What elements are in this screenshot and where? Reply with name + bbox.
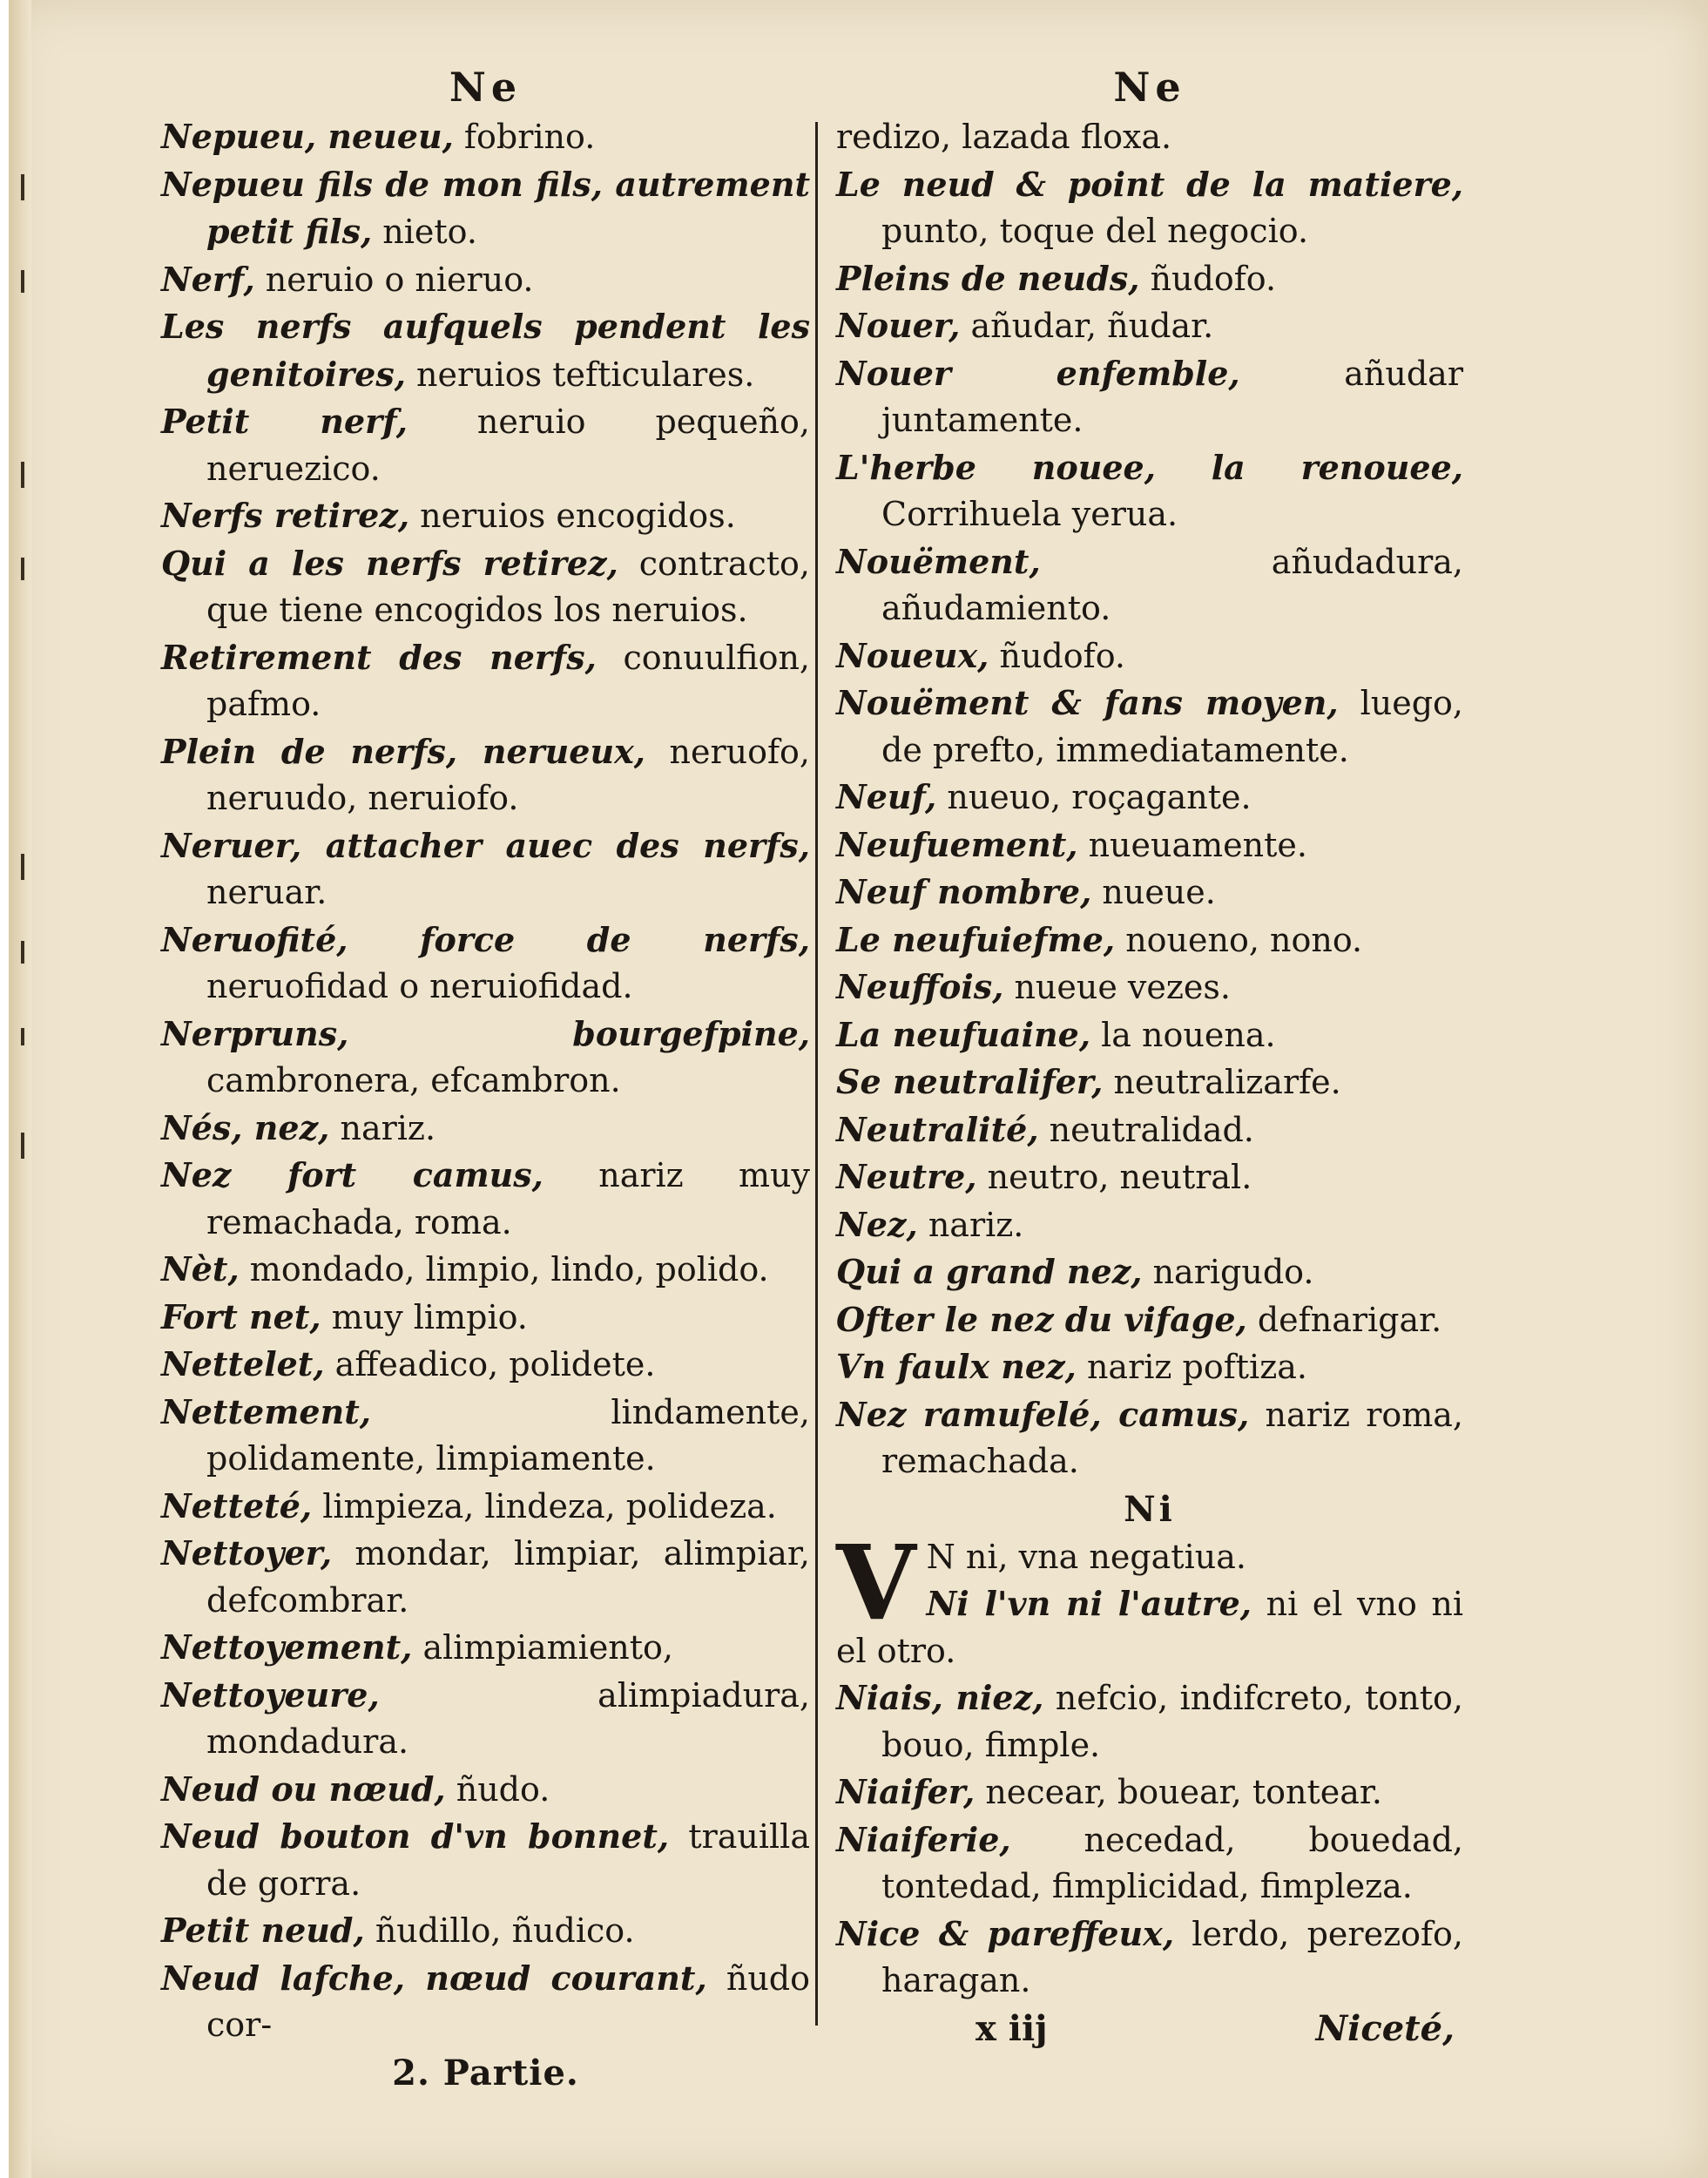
margin-mark <box>21 1133 24 1159</box>
entry-headword: Niaiferie, <box>836 1819 1011 1859</box>
dictionary-entry <box>161 303 810 398</box>
right-running-head: Ne <box>1113 64 1186 111</box>
dictionary-entry <box>836 161 1463 255</box>
dictionary-entry <box>836 822 1463 869</box>
entry-translation: neruio o nieruo. <box>254 260 534 299</box>
entry-headword: Nepueu, neueu, <box>161 117 454 156</box>
dictionary-entry <box>161 492 810 540</box>
entry-headword: Neufuement, <box>836 824 1078 864</box>
entry-headword: Nettoyeure, <box>161 1674 380 1715</box>
entry-translation: neruofo, neruudo, neruiofo. <box>206 732 810 817</box>
entry-headword: Nerfs retirez, <box>161 496 410 535</box>
dictionary-entry <box>161 398 810 492</box>
entry-headword: Nouer enfemble, <box>836 353 1240 393</box>
entry-translation: nieto. <box>372 213 477 251</box>
entry-headword: Niais, niez, <box>836 1678 1044 1717</box>
dictionary-entry <box>836 632 1463 680</box>
margin-mark <box>21 174 24 200</box>
entry-translation: limpieza, lindeza, polideza. <box>312 1486 777 1525</box>
right-footer <box>836 2005 1463 2053</box>
entry-headword: Neuffois, <box>836 967 1004 1006</box>
entry-translation: nueuo, roçagante. <box>936 778 1252 816</box>
entry-translation: alimpiamiento, <box>412 1628 674 1667</box>
entry-translation: redizo, lazada floxa. <box>836 118 1172 156</box>
dictionary-entry <box>161 161 810 256</box>
entry-headword: Nettoyement, <box>161 1627 413 1667</box>
entry-translation: nueue. <box>1091 873 1216 911</box>
dictionary-entry <box>836 113 1463 161</box>
entry-translation: nariz muy remachada, roma. <box>206 1156 810 1241</box>
entry-headword: Neruofité, force de nerfs, <box>161 919 810 959</box>
dictionary-entry <box>836 774 1463 822</box>
dictionary-entry <box>836 1296 1463 1344</box>
dictionary-entry <box>161 1955 810 2049</box>
right-column <box>836 61 1463 2053</box>
entry-translation: la nouena. <box>1090 1015 1276 1054</box>
dictionary-entry <box>161 1813 810 1907</box>
entry-translation: mondado, limpio, lindo, polido. <box>239 1250 769 1289</box>
entry-headword: Neruer, attacher auec des nerfs, <box>161 825 810 865</box>
margin-mark <box>21 854 24 880</box>
entry-headword: Noueux, <box>836 635 989 675</box>
entry-translation: affeadico, polidete. <box>324 1345 656 1383</box>
entry-translation: añudar juntamente. <box>881 354 1463 439</box>
dictionary-entry <box>836 1248 1463 1296</box>
entry-headword: Ofter le nez du vifage, <box>836 1299 1247 1339</box>
entry-headword: Neutre, <box>836 1157 977 1196</box>
margin-mark <box>21 558 24 580</box>
entry-headword: Niaifer, <box>836 1772 976 1811</box>
ni-second-headword: Ni l'vn ni l'autre, <box>926 1584 1252 1623</box>
dictionary-entry <box>161 728 810 822</box>
column-rule <box>815 122 818 2026</box>
entry-headword: Qui a les nerfs retirez, <box>161 543 618 583</box>
entry-headword: Nouer, <box>836 306 961 345</box>
dictionary-entry <box>836 1343 1463 1391</box>
dictionary-entry <box>161 634 810 728</box>
margin-mark <box>21 941 24 964</box>
entry-headword: Petit neud, <box>161 1911 365 1950</box>
entry-translation: narigudo. <box>1142 1253 1314 1291</box>
dictionary-entry <box>836 1153 1463 1201</box>
book-page <box>9 0 1708 2178</box>
entry-translation: muy limpio. <box>321 1297 528 1336</box>
dictionary-entry <box>836 1011 1463 1059</box>
dictionary-entry <box>161 256 810 304</box>
entry-translation: contracto, que tiene encogidos los neruios. <box>206 544 810 629</box>
entry-translation: nariz poftiza. <box>1076 1348 1307 1386</box>
entry-translation: luego, de prefto, immediatamente. <box>881 684 1463 769</box>
entry-translation: ñudofo. <box>989 636 1125 675</box>
entry-translation: mondar, limpiar, alimpiar, defcombrar. <box>206 1534 810 1620</box>
entry-translation: ñudofo. <box>1139 259 1277 298</box>
drop-cap: V <box>836 1521 916 1643</box>
dictionary-entry <box>836 869 1463 917</box>
catchword: Niceté, <box>1315 2007 1455 2049</box>
entry-translation: necedad, bouedad, tontedad, fimplicidad, fimpleza. <box>881 1820 1463 1905</box>
entry-translation: necear, bouear, tontear. <box>975 1773 1382 1811</box>
dictionary-entry <box>161 113 810 161</box>
entry-translation: trauilla de gorra. <box>206 1817 810 1903</box>
entry-headword: Neutralité, <box>836 1109 1039 1149</box>
entry-headword: La neufuaine, <box>836 1014 1091 1054</box>
section-heading-ni: Ni <box>1124 1488 1176 1530</box>
entry-headword: Neud ou nœud, <box>161 1769 446 1809</box>
entry-headword: Nettelet, <box>161 1344 325 1383</box>
dictionary-entry <box>161 822 810 917</box>
entry-translation: nueue vezes. <box>1003 968 1231 1006</box>
dictionary-entry <box>836 1769 1463 1816</box>
right-entry-list-2 <box>836 1674 1463 2005</box>
dictionary-entry <box>836 1059 1463 1106</box>
entry-translation: neruofidad o neruiofidad. <box>206 967 633 1005</box>
entry-headword: Neud bouton d'vn bonnet, <box>161 1816 670 1856</box>
entry-translation: neruios encogidos. <box>409 497 736 535</box>
dictionary-entry <box>161 1624 810 1672</box>
entry-headword: Nouëment & fans moyen, <box>836 683 1339 722</box>
left-column <box>161 61 810 2098</box>
dictionary-entry <box>836 255 1463 303</box>
entry-translation: añudadura, añudamiento. <box>881 542 1463 627</box>
entry-headword: Nouëment, <box>836 541 1041 581</box>
entry-translation: lerdo, perezofo, haragan. <box>881 1914 1463 1999</box>
entry-headword: Nettoyer, <box>161 1533 333 1573</box>
dictionary-entry <box>161 1766 810 1814</box>
entry-headword: Nettement, <box>161 1391 371 1431</box>
left-running-head: Ne <box>449 64 523 111</box>
entry-translation: nariz. <box>329 1108 436 1147</box>
left-footer: 2. Partie. <box>392 2052 579 2093</box>
dictionary-entry <box>836 538 1463 632</box>
margin-mark <box>21 270 24 293</box>
dictionary-entry <box>161 1389 810 1483</box>
entry-headword: Se neutralifer, <box>836 1062 1104 1101</box>
entry-headword: Vn faulx nez, <box>836 1347 1077 1386</box>
entry-headword: Plein de nerfs, nerueux, <box>161 731 645 771</box>
entry-translation: nariz. <box>917 1205 1024 1244</box>
entry-headword: Retirement des nerfs, <box>161 637 597 677</box>
dictionary-entry <box>836 1674 1463 1769</box>
entry-headword: Nèt, <box>161 1249 240 1289</box>
entry-translation: alimpiadura, mondadura. <box>206 1675 810 1761</box>
entry-headword: Netteté, <box>161 1485 313 1525</box>
entry-headword: Nerpruns, bourgefpine, <box>161 1013 810 1053</box>
entry-headword: Petit nerf, <box>161 402 408 441</box>
dictionary-entry <box>836 350 1463 444</box>
dictionary-entry <box>836 1201 1463 1249</box>
dictionary-entry <box>836 1106 1463 1154</box>
dictionary-entry <box>161 1294 810 1342</box>
entry-headword: Nepueu fils de mon fils, autrement petit fils, <box>161 164 810 251</box>
entry-translation: nueuamente. <box>1077 825 1307 864</box>
entry-translation: neutro, neutral. <box>976 1158 1252 1196</box>
entry-translation: nariz roma, remachada. <box>881 1395 1464 1480</box>
entry-translation: añudar, ñudar. <box>960 307 1214 345</box>
left-entry-list <box>161 113 810 2049</box>
entry-headword: Fort net, <box>161 1296 321 1336</box>
dictionary-entry <box>836 1816 1463 1911</box>
dictionary-entry <box>161 1011 810 1105</box>
entry-translation: fobrino. <box>453 118 596 156</box>
dictionary-entry <box>161 1152 810 1246</box>
ni-first-line: N ni, vna negatiua. <box>926 1537 1246 1576</box>
dictionary-entry <box>161 917 810 1011</box>
dictionary-entry <box>161 1530 810 1624</box>
entry-translation: neruios tefticulares. <box>405 355 755 394</box>
entry-headword: Nez ramufelé, camus, <box>836 1394 1250 1434</box>
entry-headword: Nerf, <box>161 259 255 299</box>
right-entry-list <box>836 113 1463 1485</box>
dictionary-entry <box>836 1391 1463 1485</box>
entry-headword: Nés, nez, <box>161 1107 330 1147</box>
entry-translation: ñudillo, ñudico. <box>364 1911 635 1950</box>
entry-translation: neutralizarfe. <box>1103 1063 1341 1101</box>
entry-translation: defnarigar. <box>1246 1300 1442 1339</box>
dictionary-entry <box>836 1911 1463 2005</box>
dictionary-entry <box>161 1246 810 1294</box>
dictionary-entry <box>836 680 1463 774</box>
entry-headword: Neuf nombre, <box>836 872 1092 911</box>
dictionary-entry <box>161 1341 810 1389</box>
dictionary-entry <box>161 1672 810 1766</box>
entry-headword: Qui a grand nez, <box>836 1252 1143 1291</box>
entry-headword: Nice & pareffeux, <box>836 1913 1175 1953</box>
ni-entry <box>836 1521 1464 1675</box>
signature-mark: x iij <box>976 2007 1048 2049</box>
dictionary-entry <box>836 964 1463 1011</box>
entry-translation: Corrihuela yerua. <box>881 495 1178 533</box>
ni-second-translation: ni el vno ni el otro. <box>836 1585 1464 1670</box>
dictionary-entry <box>161 1907 810 1955</box>
entry-translation: nefcio, indifcreto, tonto, bouo, fimple. <box>881 1679 1463 1764</box>
entry-translation: noueno, nono. <box>1115 920 1363 959</box>
dictionary-entry <box>161 1483 810 1531</box>
entry-translation: ñudo. <box>445 1769 550 1809</box>
entry-translation: punto, toque del negocio. <box>881 212 1309 250</box>
entry-translation: neutralidad. <box>1038 1110 1254 1149</box>
entry-headword: Les nerfs aufquels pendent les genitoires, <box>161 307 810 394</box>
entry-headword: Le neud & point de la matiere, <box>836 164 1463 204</box>
entry-translation: lindamente, polidamente, limpiamente. <box>206 1392 810 1478</box>
entry-headword: Nez fort camus, <box>161 1155 543 1194</box>
entry-translation: neruio pequeño, neruezico. <box>206 402 810 488</box>
entry-headword: Neuf, <box>836 777 937 816</box>
margin-mark <box>21 462 24 488</box>
margin-mark <box>21 1028 24 1045</box>
entry-headword: Nez, <box>836 1204 918 1244</box>
dictionary-entry <box>836 302 1463 350</box>
entry-headword: Pleins de neuds, <box>836 258 1140 298</box>
entry-headword: L'herbe nouee, la renouee, <box>836 447 1463 487</box>
entry-translation: cambronera, efcambron. <box>206 1061 621 1099</box>
dictionary-entry <box>836 917 1463 964</box>
entry-translation: neruar. <box>206 873 327 911</box>
dictionary-entry <box>836 444 1463 538</box>
dictionary-entry <box>161 1105 810 1153</box>
dictionary-entry <box>161 540 810 634</box>
page-gutter-shadow <box>9 0 31 2178</box>
entry-translation: conuulfion, pafmo. <box>206 638 810 723</box>
entry-headword: Le neufuiefme, <box>836 919 1116 959</box>
entry-translation: ñudo cor- <box>206 1958 811 2044</box>
entry-headword: Neud lafche, nœud courant, <box>161 1958 707 1998</box>
